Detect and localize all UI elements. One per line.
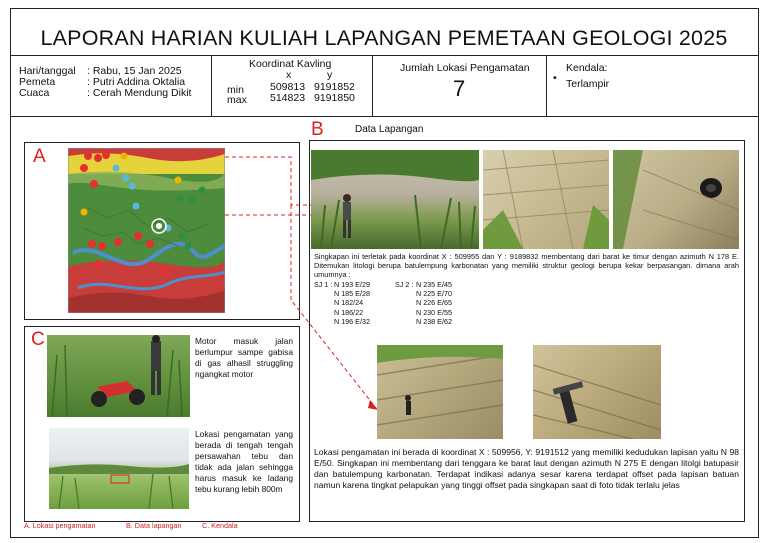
sj1-item: N 186/22	[334, 307, 364, 317]
coords-y-header: y	[327, 69, 333, 81]
weather-label: Cuaca	[19, 87, 50, 99]
sj1-item: N 196 E/32	[334, 316, 370, 326]
section-b-paragraph-2: Lokasi pengamatan ini berada di koordinat X : 509956, Y: 9191512 yang memiliki kedudukan lapisan yaitu N 98 E/50. Singkapan ini membentang dari tenggara ke barat laut dengan azimuth N 275 E dengan litolgi batupasir dan batulempung karbonatan. Terdapat indikasi adanya sesar karena terdapat offset pada lapisan batuan namun karena tingkat pelapukan yang tinggi offset pada singkapan saat di foto tidak terlalu jelas	[314, 447, 739, 490]
sj2-item: N 235 E/45	[416, 280, 452, 289]
section-b-paragraph-1: Singkapan ini terletak pada koordinat X : 509955 dan Y : 9189832 membentang dari barat ke timur dengan azimuth N 178 E. Ditemukan litologi berupa batulempung karbonatan yang memiliki struktur geologi berupa kekar berpasangan. dimana arah umumnya :	[314, 252, 739, 280]
kendala-caption-1: Motor masuk jalan berlumpur sampe gabisa di gas alhasil struggling ngangkat motor	[195, 336, 293, 379]
kendala-photo-field-svg	[49, 428, 189, 509]
coords-min-label: min	[227, 84, 244, 96]
sj1-item: N 193 E/29	[334, 280, 370, 289]
coords-max-x: 514823	[270, 92, 306, 104]
coords-x-header: x	[286, 69, 292, 81]
sj1-item: N 182/24	[334, 298, 364, 308]
outcrop-photo-4	[377, 345, 503, 439]
outcrop-photo-5-svg	[533, 345, 661, 439]
outcrop-photo-3-svg	[613, 150, 739, 249]
sj2-item: N 238 E/62	[416, 316, 452, 326]
section-a-letter: A	[33, 146, 46, 167]
outcrop-photo-1-svg	[311, 150, 479, 249]
locations-heading: Jumlah Lokasi Pengamatan	[400, 62, 530, 74]
weather-value: : Cerah Mendung Dikit	[87, 87, 192, 99]
section-b-title: Data Lapangan	[355, 124, 424, 135]
kendala-caption-2: Lokasi pengamatan yang berada di tengah tengah persawahan tebu dan tidak ada jalan sehingga harus masuk ke ladang tebu kurang lebih 800m	[195, 429, 293, 494]
locations-value: 7	[453, 76, 466, 101]
mapper-label: Pemeta	[19, 76, 56, 88]
section-b-letter: B	[311, 119, 324, 140]
section-c-letter: C	[31, 329, 45, 350]
sj1-list	[334, 280, 370, 326]
outcrop-photo-3	[613, 150, 739, 249]
obstacle-value: Terlampir	[566, 78, 610, 90]
sj2-item: N 230 E/55	[416, 307, 452, 317]
legend-c: C. Kendala	[202, 521, 238, 530]
outcrop-photo-1	[311, 150, 479, 249]
date-label: Hari/tanggal	[19, 65, 76, 77]
kendala-photo-field	[49, 428, 189, 509]
obstacle-heading: Kendala:	[566, 62, 608, 74]
sj2-list	[416, 280, 452, 326]
outcrop-photo-4-svg	[377, 345, 503, 439]
coords-min-y: 9191852	[314, 81, 355, 93]
kendala-photo-motor-svg	[47, 335, 190, 417]
mapper-value: : Putri Addina Oktalia	[87, 76, 186, 88]
sj2-label: SJ 2 :	[395, 280, 414, 289]
outcrop-photo-2	[483, 150, 609, 249]
outcrop-photo-5	[533, 345, 661, 439]
sj2-item: N 226 E/65	[416, 298, 452, 308]
outcrop-photo-2-svg	[483, 150, 609, 249]
legend-a: A. Lokasi pengamatan	[24, 521, 96, 530]
date-value: : Rabu, 15 Jan 2025	[87, 65, 182, 77]
sj2-item: N 225 E/70	[416, 289, 452, 299]
sj1-item: N 185 E/28	[334, 289, 370, 299]
kendala-photo-motor	[47, 335, 190, 417]
obstacle-bullet: •	[553, 72, 557, 84]
sj1-label: SJ 1 :	[314, 280, 333, 289]
legend-b: B. Data lapangan	[126, 521, 182, 530]
coords-max-label: max	[227, 94, 247, 106]
coords-heading: Koordinat Kavling	[249, 58, 332, 70]
coords-max-y: 9191850	[314, 92, 355, 104]
coords-min-x: 509813	[270, 81, 306, 93]
report-title: LAPORAN HARIAN KULIAH LAPANGAN PEMETAAN GEOLOGI 2025	[40, 26, 728, 50]
